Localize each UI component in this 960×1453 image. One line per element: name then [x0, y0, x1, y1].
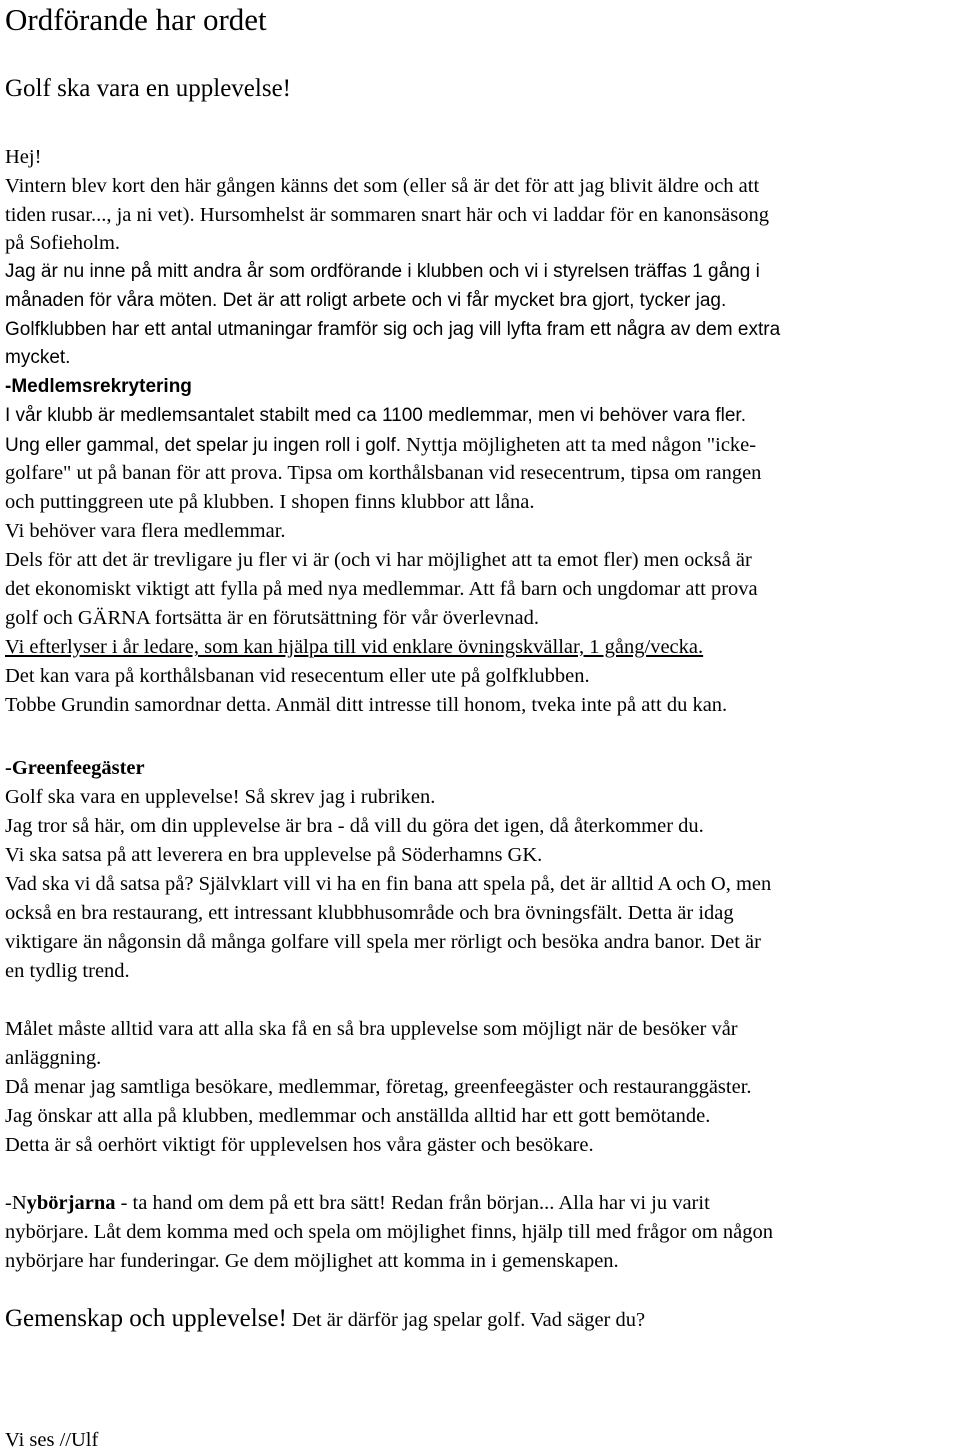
recruitment-line: Det kan vara på korthålsbanan vid resecentum eller ute på golfklubben.	[5, 665, 590, 687]
closing-emphasis: Gemenskap och upplevelse!	[5, 1305, 287, 1332]
recruitment-line: Vi behöver vara flera medlemmar.	[5, 520, 286, 542]
intro-line: mycket.	[5, 347, 71, 368]
greenfee-line: Golf ska vara en upplevelse! Så skrev jag i rubriken.	[5, 786, 436, 808]
closing-line: Gemenskap och upplevelse! Det är därför jag spelar golf. Vad säger du?	[5, 1305, 646, 1332]
section-heading-recruitment: -Medlemsrekrytering	[5, 376, 192, 397]
recruitment-line-underlined: Vi efterlyser i år ledare, som kan hjälpa till vid enklare övningskvällar, 1 gång/vecka.	[5, 636, 704, 658]
beginners-line: nybörjare har funderingar. Ge dem möjlighet att komma in i gemenskapen.	[5, 1250, 619, 1272]
goal-line: Målet måste alltid vara att alla ska få en så bra upplevelse som möjligt när de besöker vår	[5, 1018, 738, 1040]
recruitment-line: det ekonomiskt viktigt att fylla på med nya medlemmar. Att få barn och ungdomar att prova	[5, 578, 758, 600]
recruitment-line: och puttinggreen ute på klubben. I shopen finns klubbor att låna.	[5, 491, 535, 513]
goal-line: Då menar jag samtliga besökare, medlemmar, företag, greenfeegäster och restauranggäster.	[5, 1076, 752, 1098]
intro-line: Jag är nu inne på mitt andra år som ordförande i klubben och vi i styrelsen träffas 1 gång i	[5, 261, 760, 282]
greenfee-line: Vi ska satsa på att leverera en bra upplevelse på Söderhamns GK.	[5, 844, 543, 866]
beginners-line: -Nybörjarna - ta hand om dem på ett bra sätt! Redan från början... Alla har vi ju varit	[5, 1192, 710, 1214]
goal-line: Detta är så oerhört viktigt för upplevelsen hos våra gäster och besökare.	[5, 1134, 594, 1156]
page-title: Ordförande har ordet	[5, 2, 267, 37]
intro-line: Vintern blev kort den här gången känns det som (eller så är det för att jag blivit äldre och att	[5, 175, 760, 197]
greenfee-line: en tydlig trend.	[5, 960, 130, 982]
intro-line: Golfklubben har ett antal utmaningar framför sig och jag vill lyfta fram ett några av dem extra	[5, 319, 781, 340]
intro-line: på Sofieholm.	[5, 232, 121, 254]
greenfee-line: också en bra restaurang, ett intressant klubbhusområde och bra övningsfält. Detta är idag	[5, 902, 734, 924]
recruitment-line: Tobbe Grundin samordnar detta. Anmäl ditt intresse till honom, tveka inte på att du kan.	[5, 694, 728, 716]
recruitment-line: Ung eller gammal, det spelar ju ingen roll i golf. Nyttja möjligheten att ta med någon "icke-	[5, 434, 757, 456]
intro-line: tiden rusar..., ja ni vet). Hursomhelst är sommaren snart här och vi laddar för en kanonsäsong	[5, 204, 769, 226]
section-heading-beginners: ybörjarna	[26, 1192, 116, 1214]
greenfee-line: viktigare än någonsin då många golfare vill spela mer rörligt och besöka andra banor. Det är	[5, 931, 761, 953]
recruitment-line: golfare" ut på banan för att prova. Tipsa om korthålsbanan vid resecentrum, tipsa om rangen	[5, 462, 762, 484]
section-heading-beginners-prefix: -N	[5, 1192, 27, 1214]
goal-line: Jag önskar att alla på klubben, medlemmar och anställda alltid har ett gott bemötande.	[5, 1105, 711, 1127]
section-heading-greenfee: -Greenfeegäster	[5, 757, 145, 779]
signoff: Vi ses //Ulf	[5, 1429, 99, 1451]
page-subtitle: Golf ska vara en upplevelse!	[5, 75, 291, 102]
recruitment-line: golf och GÄRNA fortsätta är en förutsättning för vår överlevnad.	[5, 607, 539, 629]
goal-line: anläggning.	[5, 1047, 102, 1069]
beginners-line: nybörjare. Låt dem komma med och spela om möjlighet finns, hjälp till med frågor om någon	[5, 1221, 773, 1243]
greenfee-line: Vad ska vi då satsa på? Självklart vill vi ha en fin bana att spela på, det är alltid A och O, men	[5, 873, 772, 895]
recruitment-line: I vår klubb är medlemsantalet stabilt med ca 1100 medlemmar, men vi behöver vara fler.	[5, 405, 746, 426]
greenfee-line: Jag tror så här, om din upplevelse är bra - då vill du göra det igen, då återkommer du.	[5, 815, 704, 837]
intro-line: månaden för våra möten. Det är att roligt arbete och vi får mycket bra gjort, tycker jag.	[5, 290, 727, 311]
recruitment-line: Dels för att det är trevligare ju fler vi är (och vi har möjlighet att ta emot fler) men också är	[5, 549, 752, 571]
greeting: Hej!	[5, 146, 42, 168]
